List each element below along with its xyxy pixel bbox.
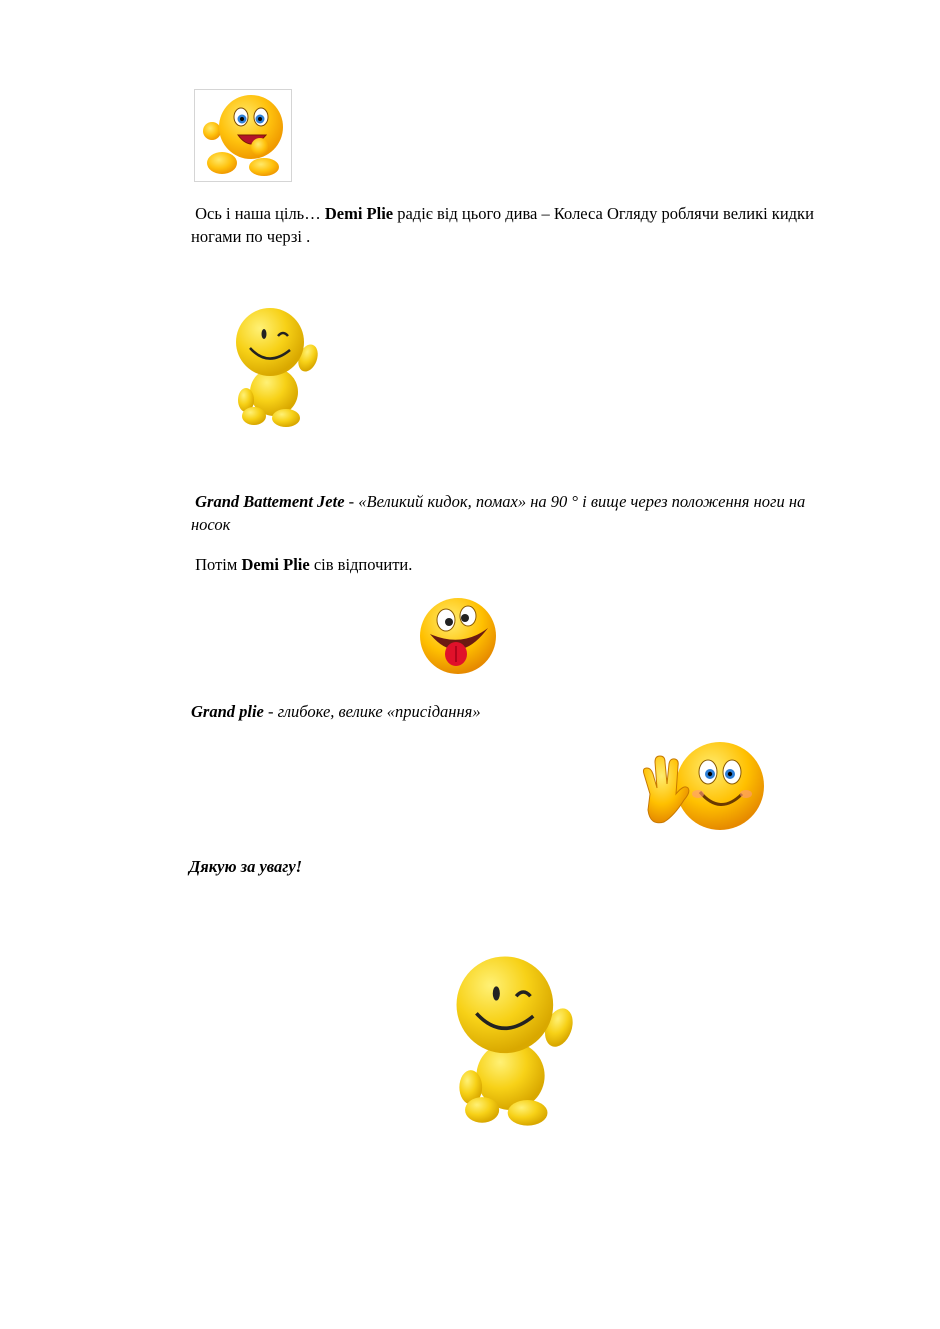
tongue-out-smiley-emoji-icon [418, 596, 498, 676]
dancing-smiley-emoji-icon [194, 89, 292, 182]
term-demi-plie: Demi Plie [324, 204, 394, 223]
paragraph-thanks: Дякую за увагу! [189, 857, 303, 876]
paragraph-ferris-wheel: Ось і наша ціль… Demi Plie радіє від цього дива – Колеса Огляду роблячи великі кидки ногами по черзі . [191, 204, 814, 246]
paragraph-rest: Потім Demi Plie сів відпочити. [191, 555, 413, 574]
term-demi-plie-2: Demi Plie [241, 555, 310, 574]
term-grand-plie: Grand plie [191, 702, 264, 721]
paragraph-grand-battement: Grand Battement Jete - «Великий кидок, помах» на 90 ° і вище через положення ноги на носок [191, 492, 806, 534]
yellow-figure-waving-large-icon [448, 945, 583, 1130]
yellow-figure-waving-icon [230, 300, 325, 430]
paragraph-grand-plie: Grand plie - глибоке, велике «присідання» [191, 702, 481, 721]
hand-waving-smiley-emoji-icon [636, 740, 768, 832]
term-grand-battement-jete: Grand Battement Jete [191, 492, 345, 511]
